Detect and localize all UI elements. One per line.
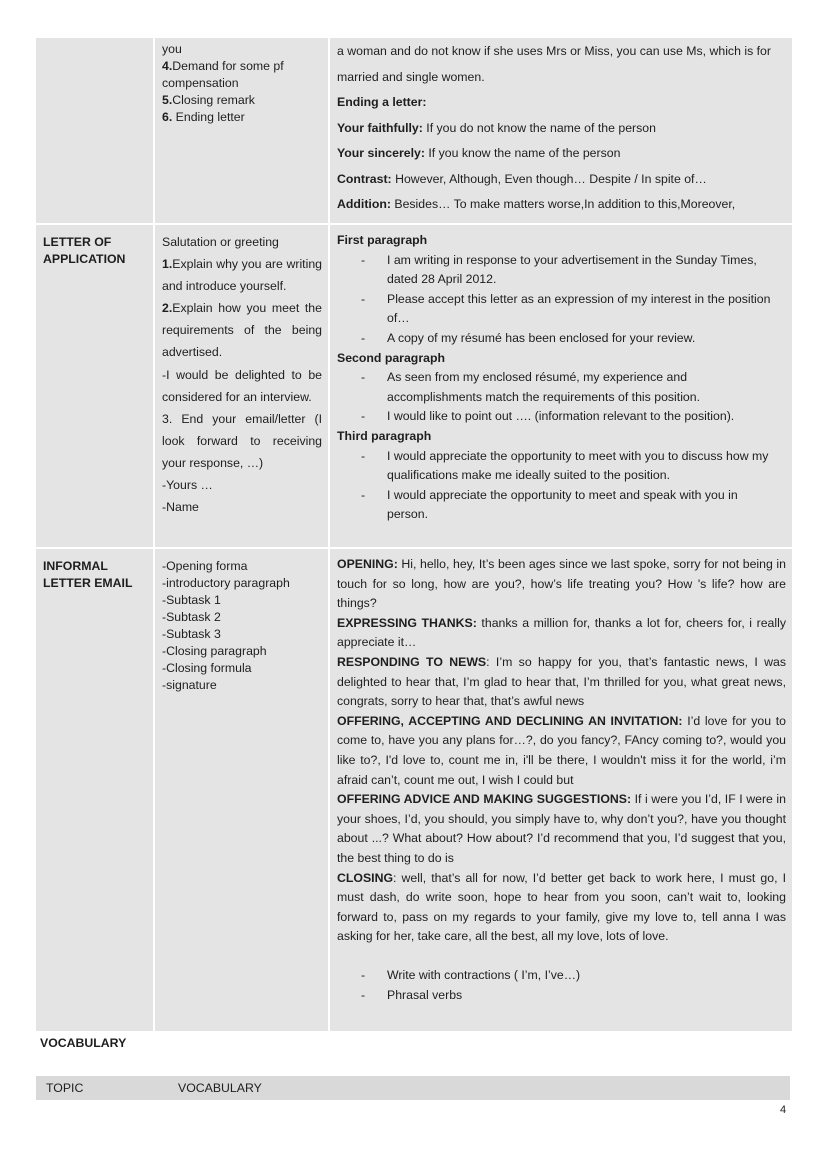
table-row: [36, 38, 792, 223]
list-item: 1.Explain why you are writing and introduce yourself.: [162, 257, 322, 294]
list-item: -Closing paragraph: [162, 644, 267, 658]
phrase-line: Contrast: However, Although, Even though… Despite / In spite of…: [337, 171, 707, 186]
phrase-section: OPENING: Hi, hello, hey, It’s been ages since we last spoke, sorry for not being in touch for so long, how are you?, how’s life treating you? How 's life? how are things?: [337, 557, 786, 611]
column-header-vocabulary: VOCABULARY: [178, 1081, 262, 1095]
phrase-section: OFFERING ADVICE AND MAKING SUGGESTIONS: If i were you I’d, IF I were in your shoes, I’d, you should, you simply have to, why don’t you?, have you thought about ...? What about? How about? I’d recommend that you, I’d suggest that you, the best thing to do is: [337, 792, 786, 865]
paragraph-heading: Second paragraph: [337, 350, 445, 365]
phrase-line: Addition: Besides… To make matters worse,In addition to this,Moreover,: [337, 197, 736, 211]
phrase-section: CLOSING: well, that’s all for now, I’d better get back to work here, I must go, I must dash, do write soon, hope to hear from you soon, can’t wait to, looking forward to, pass on my regards to your family, give my love to, tell anna I was asking for her, take care, all the best, all my love, lots of love.: [337, 870, 786, 944]
phrase-section: RESPONDING TO NEWS: I’m so happy for you, that’s fantastic news, I was delighted to hear that, I’m glad to hear that, I’m thrilled for you, what great news, congrats, sorry to hear that, that’s awful news: [337, 654, 786, 709]
dash-list: [337, 966, 786, 1005]
list-item: - I am writing in response to your advertisement in the Sunday Times, dated 28 April 2012.: [337, 251, 786, 290]
list-item: -signature: [162, 678, 217, 692]
row-label: INFORMAL LETTER EMAIL: [36, 549, 153, 1031]
list-item: Salutation or greeting: [162, 235, 279, 249]
phrase-line: Your faithfully: If you do not know the name of the person: [337, 120, 656, 135]
list-item: - Write with contractions ( I’m, I’ve…): [337, 966, 786, 986]
vocabulary-heading: VOCABULARY: [40, 1036, 127, 1050]
phrase-section: EXPRESSING THANKS: thanks a million for, thanks a lot for, cheers for, i really appreciate it…: [337, 615, 786, 650]
phrases-cell: [330, 38, 792, 223]
dash-list: [337, 447, 786, 525]
list-item: -Closing formula: [162, 661, 252, 675]
phrases-cell: [330, 549, 792, 1031]
list-item: 5.Closing remark: [162, 93, 255, 107]
structure-cell: [155, 225, 328, 547]
paragraph-heading: First paragraph: [337, 233, 428, 247]
list-item: -I would be delighted to be considered for an interview.: [162, 367, 322, 404]
page-number: 4: [780, 1104, 787, 1116]
list-item: 4.Demand for some pf compensation: [162, 59, 284, 90]
structure-cell: [155, 549, 328, 1031]
phrase-line: Your sincerely: If you know the name of the person: [337, 146, 621, 160]
list-item: - A copy of my résumé has been enclosed for your review.: [337, 329, 786, 349]
vocabulary-table-header: [36, 1076, 790, 1100]
column-header-topic: TOPIC: [46, 1081, 84, 1095]
list-item: -Subtask 2: [162, 610, 221, 624]
list-item: -Opening forma: [162, 559, 248, 573]
phrase-line: a woman and do not know if she uses Mrs or Miss, you can use Ms, which is for married and single women.: [337, 44, 771, 84]
list-item: - I would like to point out …. (information relevant to the position).: [337, 407, 786, 427]
row-label: [36, 38, 153, 223]
list-item: - I would appreciate the opportunity to meet with you to discuss how my qualifications make me ideally suited to the position.: [337, 447, 786, 486]
list-item: - Please accept this letter as an expression of my interest in the position of…: [337, 290, 786, 329]
phrase-section: OFFERING, ACCEPTING AND DECLINING AN INVITATION: I’d love for you to come to, have you any plans for…?, do you fancy?, FAncy coming to?, would you like to?, I'd love to, count me in, i'll be there, I wouldn't miss it for the world, i’m afraid can’t, count me out, I wish I could but: [337, 713, 786, 787]
list-item: - Phrasal verbs: [337, 986, 786, 1006]
list-item: -Subtask 1: [162, 593, 221, 607]
list-item: -Name: [162, 500, 199, 515]
row-label: LETTER OF APPLICATION: [36, 225, 153, 547]
list-item: you: [162, 42, 182, 56]
list-item: 6. Ending letter: [162, 110, 245, 124]
list-item: 2.Explain how you meet the requirements of the being advertised.: [162, 301, 322, 360]
structure-cell: [155, 38, 328, 223]
phrases-cell: [330, 225, 792, 547]
list-item: -Yours …: [162, 478, 213, 493]
list-item: - I would appreciate the opportunity to meet and speak with you in person.: [337, 486, 786, 525]
main-table: [36, 38, 792, 1031]
dash-list: [337, 251, 786, 349]
list-item: - As seen from my enclosed résumé, my experience and accomplishments match the requirements of this position.: [337, 368, 786, 407]
phrase-line: Ending a letter:: [337, 95, 427, 109]
paragraph-heading: Third paragraph: [337, 428, 432, 443]
table-row: [36, 225, 792, 547]
table-row: [36, 549, 792, 1031]
dash-list: [337, 368, 786, 427]
list-item: -Subtask 3: [162, 627, 221, 641]
list-item: -introductory paragraph: [162, 576, 290, 590]
list-item: 3. End your email/letter (I look forward to receiving your response, …): [162, 411, 322, 470]
